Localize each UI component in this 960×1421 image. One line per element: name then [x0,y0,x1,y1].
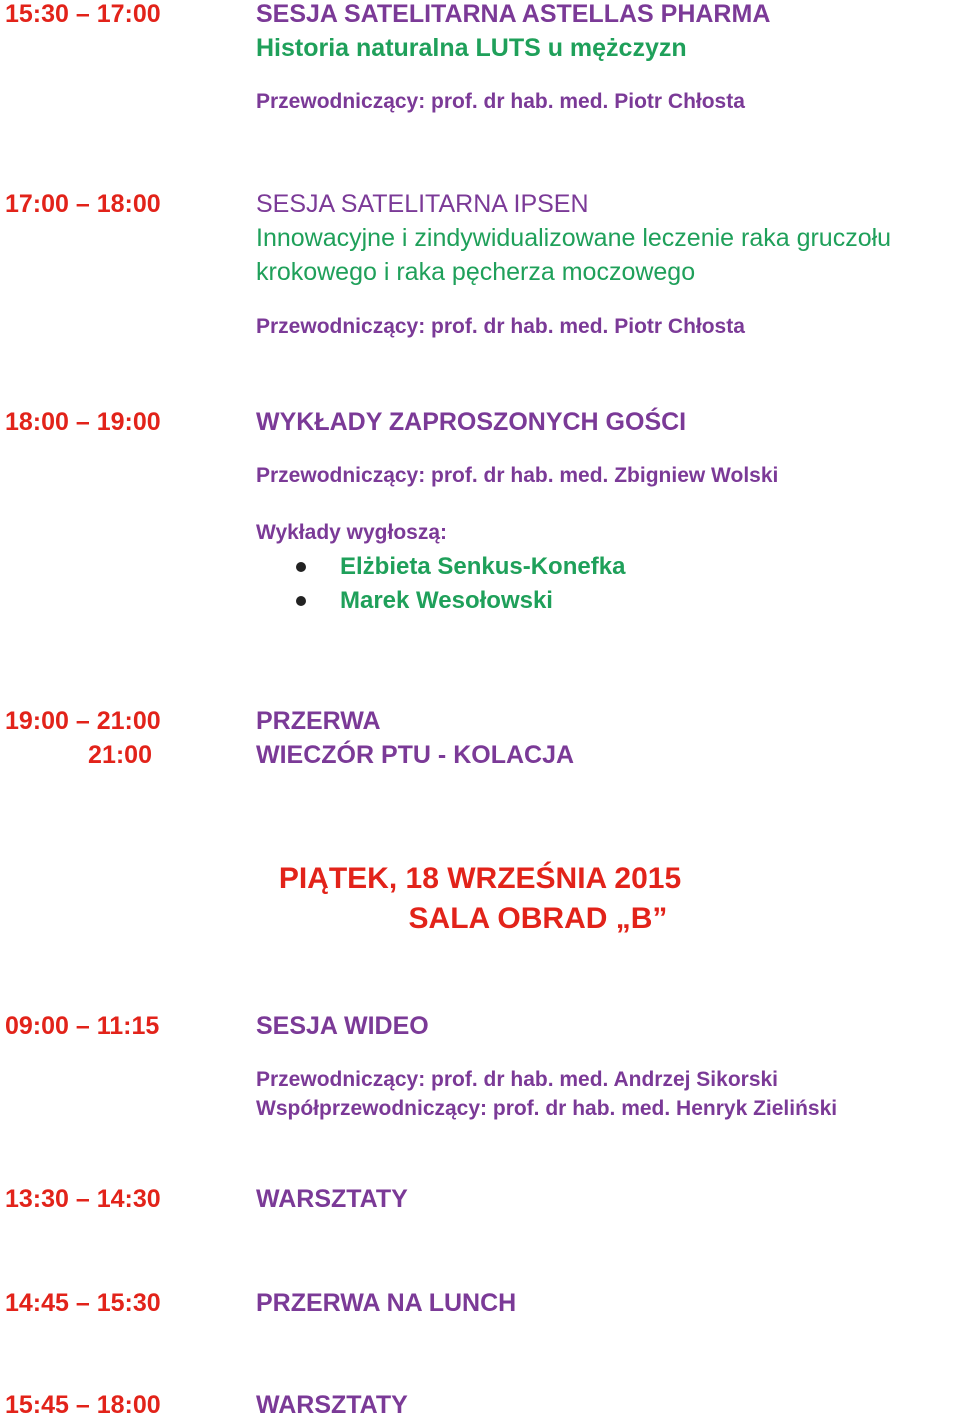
day-date-heading: PIĄTEK, 18 WRZEŚNIA 2015 [278,862,682,895]
session-chair: Przewodniczący: prof. dr hab. med. Zbigniew Wolski [256,464,779,487]
list-item [296,553,625,581]
session-title: SESJA SATELITARNA IPSEN [256,190,589,218]
session-time: 21:00 [88,741,152,769]
lecturer-name: Marek Wesołowski [340,587,553,614]
session-time: 18:00 – 19:00 [5,408,161,436]
session-subtitle: krokowego i raka pęcherza moczowego [256,258,696,286]
session-chair: Przewodniczący: prof. dr hab. med. Piotr Chłosta [256,315,745,338]
session-cochair: Współprzewodniczący: prof. dr hab. med. Henryk Zieliński [256,1097,838,1120]
session-subtitle: Historia naturalna LUTS u mężczyzn [256,34,687,62]
session-time: 13:30 – 14:30 [5,1185,161,1213]
session-time: 15:45 – 18:00 [5,1391,161,1419]
room-heading: SALA OBRAD „B” [408,902,668,935]
session-chair: Przewodniczący: prof. dr hab. med. Piotr Chłosta [256,90,745,113]
session-time: 09:00 – 11:15 [5,1012,160,1040]
session-chair: Przewodniczący: prof. dr hab. med. Andrzej Sikorski [256,1068,779,1091]
session-title: WARSZTATY [256,1185,408,1213]
session-time: 14:45 – 15:30 [5,1289,161,1317]
session-time: 19:00 – 21:00 [5,707,161,735]
session-time: 15:30 – 17:00 [5,0,161,28]
session-title: PRZERWA [256,707,381,735]
session-title: PRZERWA NA LUNCH [256,1289,517,1317]
session-time: 17:00 – 18:00 [5,190,161,218]
session-subtitle: Innowacyjne i zindywidualizowane leczenie raka gruczołu [256,224,892,252]
session-title: WYKŁADY ZAPROSZONYCH GOŚCI [256,408,687,436]
session-title: WARSZTATY [256,1391,408,1419]
lecturers-label: Wykłady wygłoszą: [256,521,448,544]
session-title: SESJA WIDEO [256,1012,429,1040]
bullet-icon [296,596,306,606]
bullet-icon [296,562,306,572]
lecturer-name: Elżbieta Senkus-Konefka [340,553,626,580]
list-item [296,587,553,615]
session-title: SESJA SATELITARNA ASTELLAS PHARMA [256,0,771,28]
session-title: WIECZÓR PTU - KOLACJA [256,741,575,769]
